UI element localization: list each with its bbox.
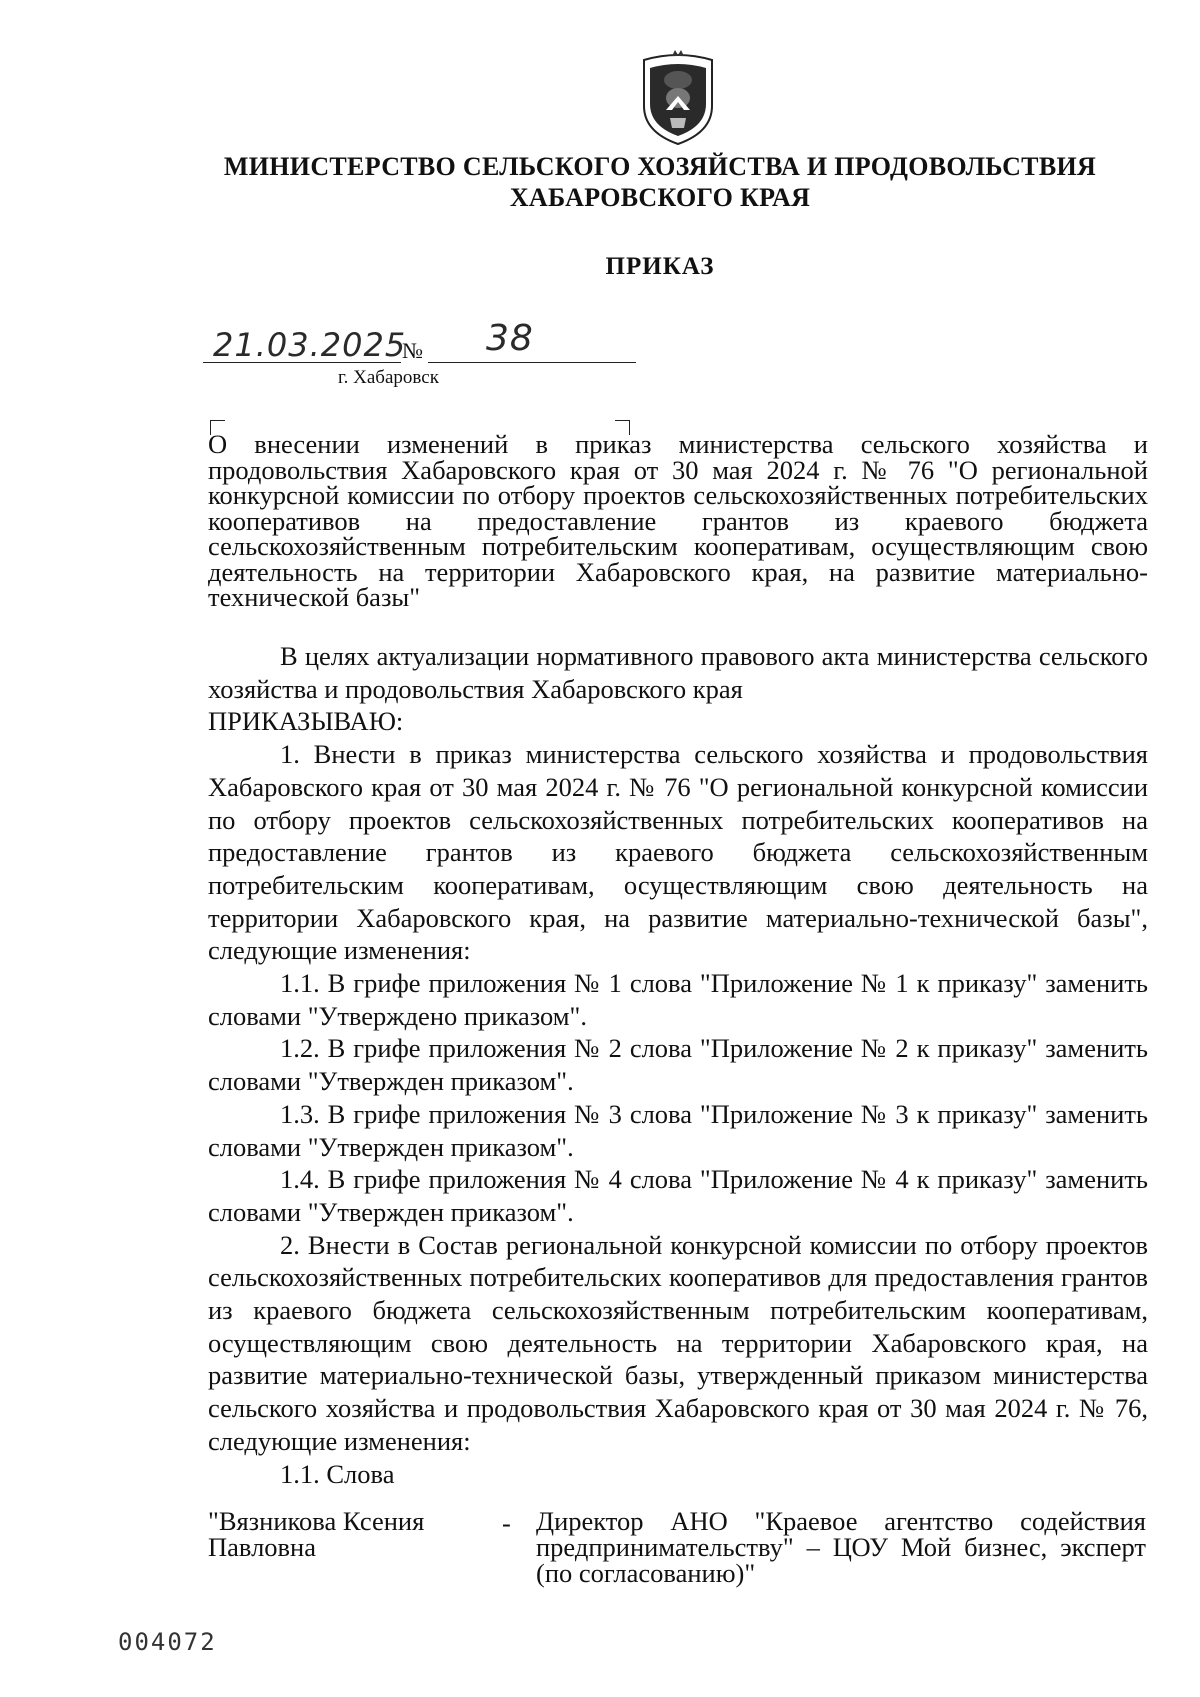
number-underline [428,362,636,363]
order-title: О внесении изменений в приказ министерства сельского хозяйства и продовольствия Хабаровского края от 30 мая 2024 г. № 76 "О региональной конкурсной комиссии по отбору проектов сельскохозяйственных потребительских кооперативов на предоставление грантов из краевого бюджета сельскохозяйственным потребительским кооперативам, осуществляющим свою деятельность на территории Хабаровского края, на развитие материально-технической базы" [208,429,1148,612]
order-number: 38 [486,318,534,359]
city: г. Хабаровск [338,367,439,388]
document-type: ПРИКАЗ [605,253,715,280]
item-1: 1. Внести в приказ министерства сельского хозяйства и продовольствия Хабаровского края от 30 мая 2024 г. № 76 "О региональной конкурсной комиссии по отбору проектов сельскохозяйственных потребительских кооперативов на предоставление грантов из краевого бюджета сельскохозяйственным потребительским кооперативам, осуществляющим свою деятельность на территории Хабаровского края, на развитие материально-технической базы", следующие изменения: [208,739,1148,966]
item-1-2: 1.2. В грифе приложения № 2 слова "Приложение № 2 к приказу" заменить словами "Утвержден приказом". [208,1033,1148,1097]
item-1-4: 1.4. В грифе приложения № 4 слова "Приложение № 4 к приказу" заменить словами "Утвержден приказом". [208,1164,1148,1227]
number-sign: № [402,338,423,363]
preamble: В целях актуализации нормативного правового акта министерства сельского хозяйства и продовольствия Хабаровского края [208,641,1148,704]
member-name: "Вязникова Ксения Павловна [208,1506,425,1562]
item-1-3: 1.3. В грифе приложения № 3 слова "Приложение № 3 к приказу" заменить словами "Утвержден приказом". [208,1098,1148,1162]
ministry-name-line1: МИНИСТЕРСТВО СЕЛЬСКОГО ХОЗЯЙСТВА И ПРОДОВОЛЬСТВИЯ [223,152,1097,181]
item-1-1: 1.1. В грифе приложения № 1 слова "Приложение № 1 к приказу" заменить словами "Утверждено приказом". [208,968,1148,1031]
khabarovsk-coat-of-arms-icon [638,48,718,146]
ministry-name-line2: ХАБАРОВСКОГО КРАЯ [509,183,811,212]
member-description: Директор АНО "Краевое агентство содействия предпринимательству" – ЦОУ Мой бизнес, эксперт (по согласованию)" [536,1506,1146,1588]
order-date-number-line [203,310,633,364]
order-body [208,640,1148,1490]
form-serial-number: 004072 [118,1628,217,1656]
order-date: 21.03.2025 [213,326,407,364]
date-underline [203,362,401,363]
item-2-1: 1.1. Слова [280,1458,395,1489]
item-2: 2. Внести в Состав региональной конкурсной комиссии по отбору проектов сельскохозяйственных потребительских кооперативов для предоставления грантов из краевого бюджета сельскохозяйственным потребительским кооперативам, осуществляющим свою деятельность на территории Хабаровского края, на развитие материально-технической базы, утвержденный приказом министерства сельского хозяйства и продовольствия Хабаровского края от 30 мая 2024 г. № 76, следующие изменения: [208,1229,1148,1456]
order-word: ПРИКАЗЫВАЮ: [208,706,404,737]
member-dash: - [502,1508,511,1538]
